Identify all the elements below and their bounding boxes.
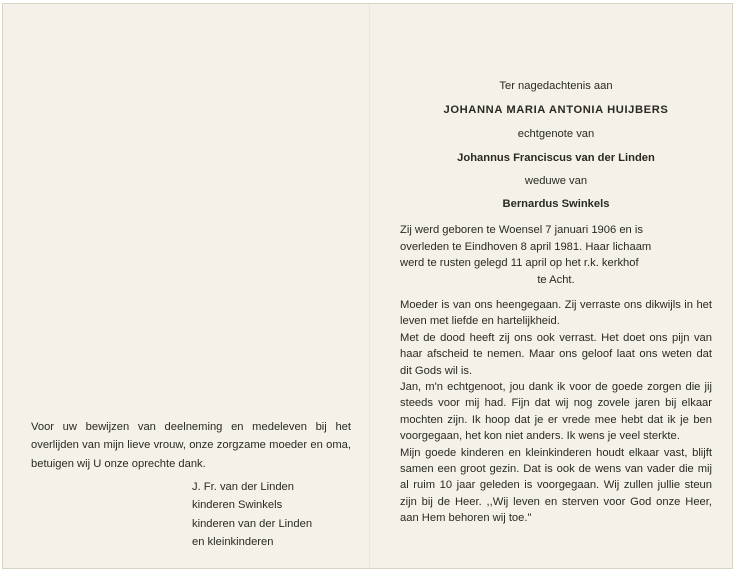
memorial-paragraph: Moeder is van ons heengegaan. Zij verraste ons dikwijls in het leven met liefde en hartelijkheid.	[400, 299, 712, 328]
deceased-name: JOHANNA MARIA ANTONIA HUIJBERS	[443, 104, 669, 116]
memorial-paragraph: Met de dood heeft zij ons ook verrast. Het doet ons pijn van haar afscheid te nemen. Maar ons geloof laat ons weten dat dit Gods wil is.	[400, 331, 712, 377]
bio-line: werd te rusten gelegd 11 april op het r.k. kerkhof	[400, 257, 639, 269]
biography	[400, 222, 712, 288]
memorial-text	[400, 297, 712, 527]
widow-label: weduwe van	[524, 175, 588, 187]
memorial-paragraph: Jan, m'n echtgenoot, jou dank ik voor de goede zorgen die jij steeds voor mij had. Fijn dat wij nog zovele jaren bij elkaar mochten zijn. Ik hoop dat je er vrede mee hebt dat ik je ben voorgegaan, het kon niet anders. Ik wens je veel sterkte.	[400, 381, 712, 443]
late-husband-name: Bernardus Swinkels	[502, 198, 610, 210]
bio-line: Zij werd geboren te Woensel 7 januari 1906 en is	[400, 224, 643, 236]
bio-line: te Acht.	[537, 273, 575, 286]
spouse-label: echtgenote van	[517, 128, 595, 140]
memorial-card	[2, 3, 733, 569]
signer-line: J. Fr. van der Linden	[192, 481, 294, 493]
spouse-name: Johannus Franciscus van der Linden	[457, 152, 655, 164]
signer-line: kinderen Swinkels	[192, 499, 283, 512]
thanks-message	[31, 418, 351, 473]
card-fold-line	[369, 4, 371, 568]
bio-line: overleden te Eindhoven 8 april 1981. Haar lichaam	[400, 240, 652, 253]
signer-line: en kleinkinderen	[192, 535, 274, 548]
memorial-paragraph: Mijn goede kinderen en kleinkinderen houdt elkaar vast, blijft samen een groot gezin. Dat is ook de wens van vader die mij al ruim 10 jaar geleden is voorgegaan. Wij zullen jullie steun zijn bij de Heer. ,,Wij leven en sterven voor God onze Heer, aan Hem behoren wij toe."	[400, 446, 712, 525]
signer-line: kinderen van der Linden	[192, 517, 313, 530]
intro-text: Ter nagedachtenis aan	[499, 80, 613, 92]
thanks-text: Voor uw bewijzen van deelneming en medeleven bij het overlijden van mijn lieve vrouw, onze zorgzame moeder en oma, betuigen wij U onze oprechte dank.	[31, 421, 351, 470]
signers-block	[192, 478, 352, 551]
